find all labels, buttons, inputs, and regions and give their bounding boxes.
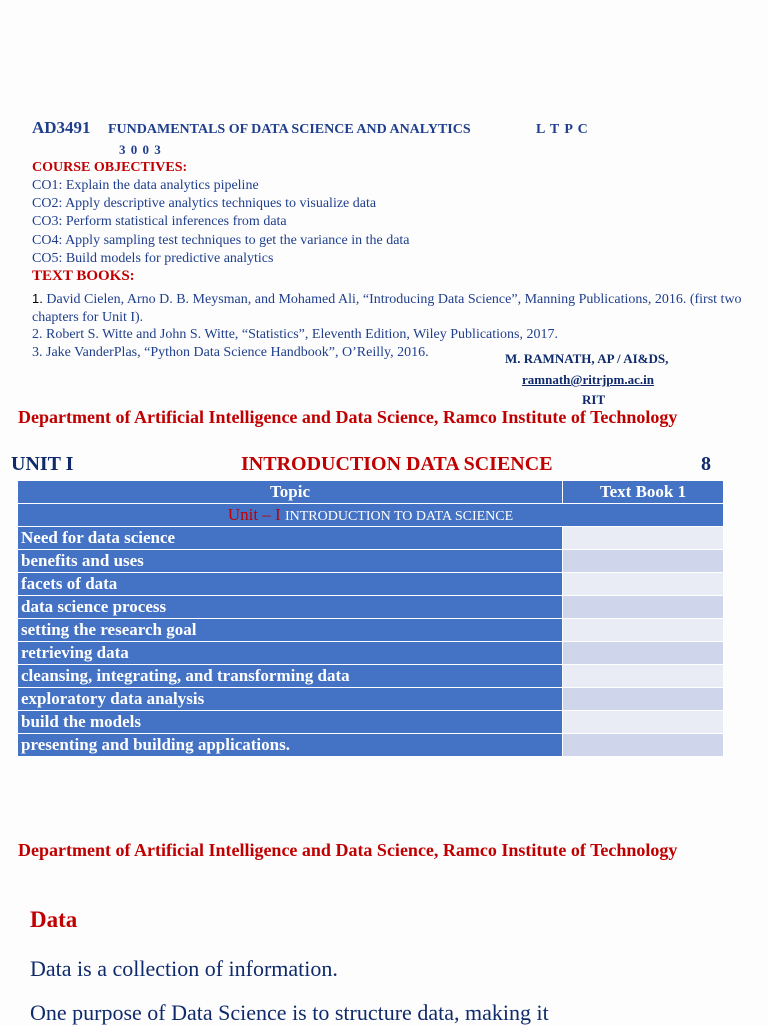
textbook-item xyxy=(32,290,748,327)
textbook-cell xyxy=(563,573,724,596)
textbook-cell xyxy=(563,550,724,573)
topic-cell: data science process xyxy=(18,596,563,619)
topic-cell: exploratory data analysis xyxy=(18,688,563,711)
topic-cell: cleansing, integrating, and transforming data xyxy=(18,665,563,688)
table-row xyxy=(18,665,724,688)
textbook-text: 3. Jake VanderPlas, “Python Data Science Handbook”, O’Reilly, 2016. xyxy=(32,345,429,360)
topic-cell: Need for data science xyxy=(18,527,563,550)
department-banner: Department of Artificial Intelligence and Data Science, Ramco Institute of Technology xyxy=(18,407,678,427)
table-row xyxy=(18,527,724,550)
table-header-row xyxy=(18,481,724,504)
department-banner-lower: Department of Artificial Intelligence and Data Science, Ramco Institute of Technology xyxy=(18,840,678,860)
objective-item: CO3: Perform statistical inferences from data xyxy=(32,214,287,229)
ltpc-label: L T P C xyxy=(536,122,589,137)
topic-cell: benefits and uses xyxy=(18,550,563,573)
textbook-cell xyxy=(563,642,724,665)
unit-row-suffix: INTRODUCTION TO DATA SCIENCE xyxy=(284,509,514,524)
course-code: AD3491 xyxy=(32,118,91,137)
data-definition-text: Data is a collection of information. xyxy=(30,956,338,981)
author-name: M. RAMNATH, AP / AI&DS, xyxy=(505,351,669,366)
unit-title: INTRODUCTION DATA SCIENCE xyxy=(241,453,553,475)
ltpc-values: 3 0 0 3 xyxy=(119,142,162,157)
textbook-cell xyxy=(563,527,724,550)
topic-cell: retrieving data xyxy=(18,642,563,665)
unit-row-cell xyxy=(18,504,724,527)
author-email-link[interactable]: ramnath@ritrjpm.ac.in xyxy=(522,372,654,387)
topics-table xyxy=(17,480,724,757)
textbook-cell xyxy=(563,711,724,734)
textbook-cell xyxy=(563,734,724,757)
column-header-textbook: Text Book 1 xyxy=(563,481,724,504)
column-header-topic: Topic xyxy=(18,481,563,504)
textbook-item xyxy=(32,344,492,362)
unit-row-prefix: Unit – I xyxy=(227,505,281,524)
textbook-number: 1. xyxy=(32,291,43,306)
textbook-item xyxy=(32,326,748,344)
objective-item: CO4: Apply sampling test techniques to get the variance in the data xyxy=(32,233,410,248)
textbook-text: 2. Robert S. Witte and John S. Witte, “Statistics”, Eleventh Edition, Wiley Publications, 2017. xyxy=(32,327,558,342)
data-purpose-text: One purpose of Data Science is to structure data, making it xyxy=(30,1000,549,1025)
table-row xyxy=(18,596,724,619)
author-organization: RIT xyxy=(582,392,606,407)
objective-item: CO1: Explain the data analytics pipeline xyxy=(32,178,259,193)
table-row xyxy=(18,550,724,573)
objectives-heading: COURSE OBJECTIVES: xyxy=(32,160,188,175)
objective-item: CO2: Apply descriptive analytics techniques to visualize data xyxy=(32,196,377,211)
topic-cell: presenting and building applications. xyxy=(18,734,563,757)
objective-item: CO5: Build models for predictive analytics xyxy=(32,251,274,266)
textbooks-heading: TEXT BOOKS: xyxy=(32,268,135,284)
unit-row xyxy=(18,504,724,527)
textbook-cell xyxy=(563,688,724,711)
course-title: FUNDAMENTALS OF DATA SCIENCE AND ANALYTICS xyxy=(108,122,471,137)
table-row xyxy=(18,642,724,665)
unit-label: UNIT I xyxy=(11,453,74,475)
textbook-cell xyxy=(563,596,724,619)
data-heading: Data xyxy=(30,907,78,932)
textbook-cell xyxy=(563,665,724,688)
topic-cell: setting the research goal xyxy=(18,619,563,642)
table-row xyxy=(18,711,724,734)
table-row xyxy=(18,619,724,642)
table-row xyxy=(18,688,724,711)
topic-cell: facets of data xyxy=(18,573,563,596)
textbook-text: David Cielen, Arno D. B. Meysman, and Mohamed Ali, “Introducing Data Science”, Manning Publications, 2016. (first two chapters for Unit I). xyxy=(32,292,742,325)
table-row xyxy=(18,573,724,596)
unit-hours: 8 xyxy=(701,453,711,475)
table-row xyxy=(18,734,724,757)
topic-cell: build the models xyxy=(18,711,563,734)
textbook-cell xyxy=(563,619,724,642)
